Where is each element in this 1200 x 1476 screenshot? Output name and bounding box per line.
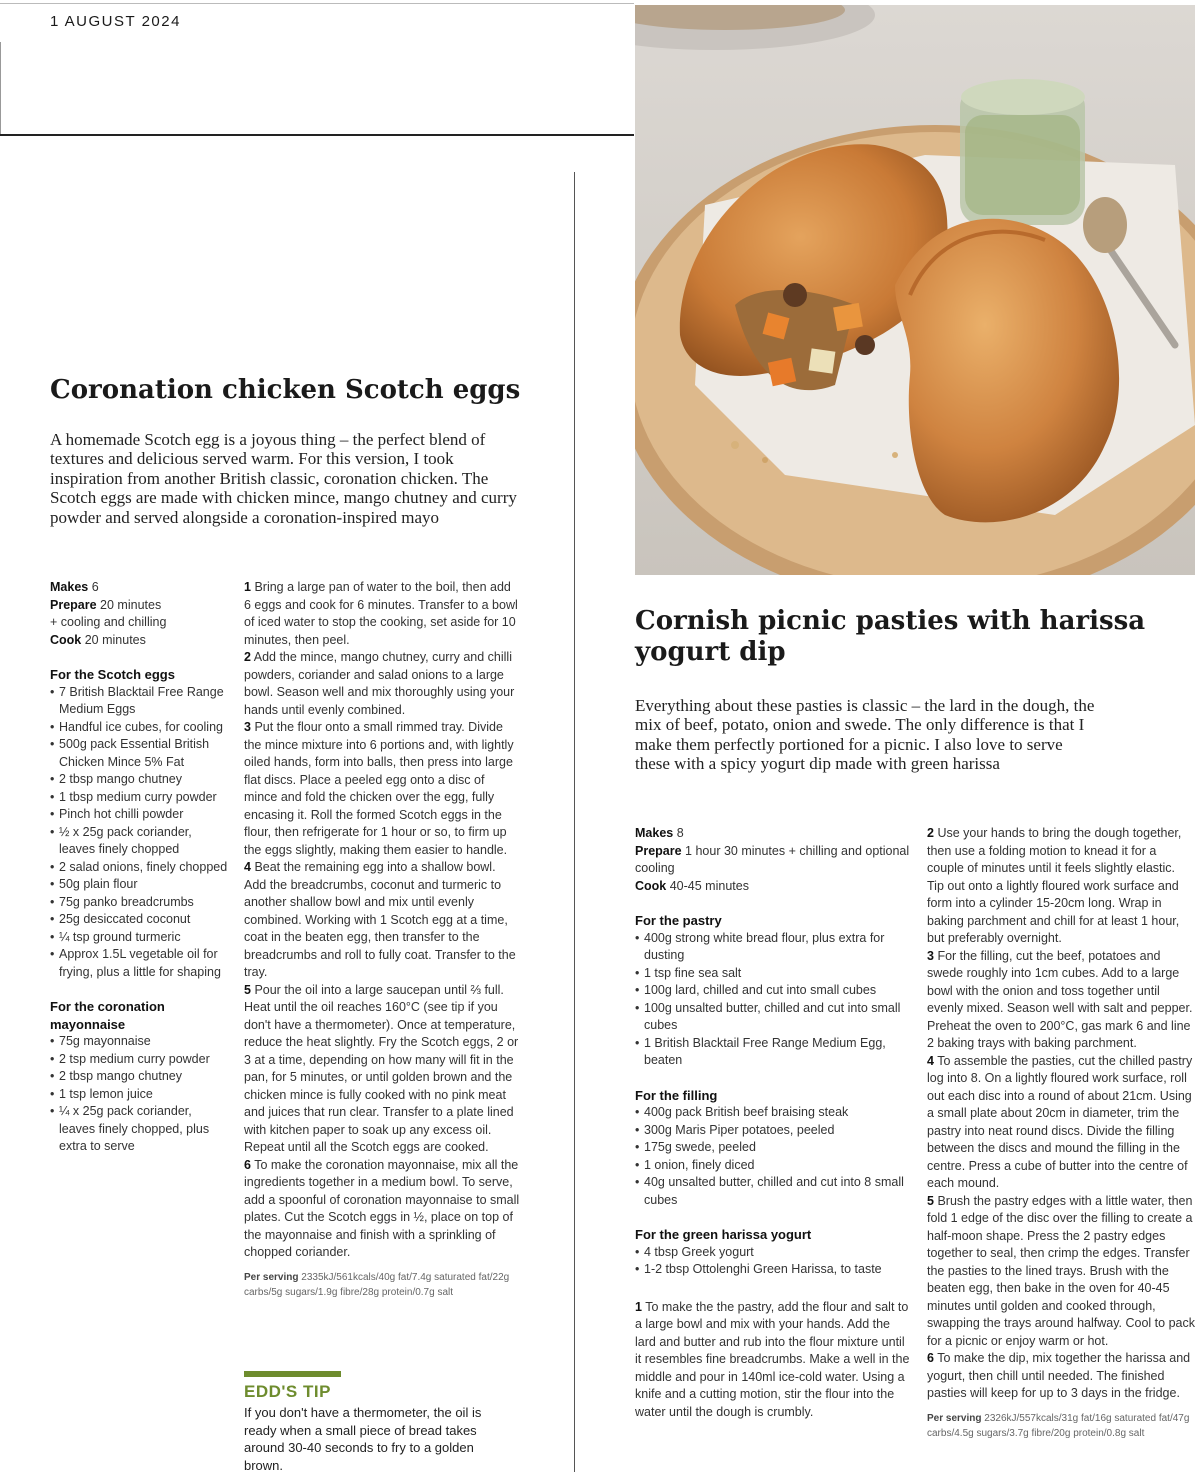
ingredient-item: • 1 British Blacktail Free Range Medium Egg, beaten bbox=[635, 1035, 913, 1070]
ingredient-group-heading: For the coronation mayonnaise bbox=[50, 999, 165, 1032]
method-step: 4 Beat the remaining egg into a shallow bowl. Add the breadcrumbs, coconut and turmeric to another shallow bowl and mix until evenly combined. Working with 1 Scotch egg at a time, coat in the beaten egg, then transfer to the breadcrumbs and roll to fully coat. Transfer to the tray. bbox=[244, 860, 516, 979]
method-step: 6 To make the dip, mix together the harissa and yogurt, then chill until needed. The finished pasties will keep for up to 3 days in the fridge. bbox=[927, 1351, 1191, 1400]
ingredient-item: • 500g pack Essential British Chicken Mince 5% Fat bbox=[50, 736, 230, 771]
ingredient-list bbox=[50, 1033, 230, 1156]
ingredient-item: • 2 tbsp mango chutney bbox=[50, 1068, 230, 1086]
method-step: 5 Pour the oil into a large saucepan until ⅔ full. Heat until the oil reaches 160°C (see tip if you don't have a thermometer). Once at temperature, reduce the heat slightly. Fry the Scotch eggs, 2 or 3 at a time, depending on how many will fit in the pan, for 5 minutes, or until golden brown and the chicken mince is fully cooked with no pink meat and juices that run clear. Transfer to a plate lined with kitchen paper to soak up any excess oil. Repeat until all the Scotch eggs are cooked. bbox=[244, 982, 519, 1154]
top-rule bbox=[0, 3, 634, 4]
ingredient-item: • Handful ice cubes, for cooling bbox=[50, 719, 230, 737]
ingredient-item: • 1 tsp fine sea salt bbox=[635, 965, 913, 983]
recipe1-makes: Makes 6 bbox=[50, 580, 99, 594]
ingredient-item: • Approx 1.5L vegetable oil for frying, plus a little for shaping bbox=[50, 946, 230, 981]
column-divider bbox=[574, 172, 575, 1472]
ingredient-item: • 75g mayonnaise bbox=[50, 1033, 230, 1051]
tip-heading: EDD'S TIP bbox=[244, 1382, 331, 1401]
ingredient-item: • ½ x 25g pack coriander, leaves finely chopped bbox=[50, 824, 230, 859]
ingredient-item: • 4 tbsp Greek yogurt bbox=[635, 1244, 913, 1262]
ingredient-group-heading: For the green harissa yogurt bbox=[635, 1227, 812, 1242]
ingredient-group-heading: For the Scotch eggs bbox=[50, 667, 175, 682]
recipe2-cook: Cook 40-45 minutes bbox=[635, 878, 749, 893]
ingredient-item: • 400g pack British beef braising steak bbox=[635, 1104, 913, 1122]
ingredient-item: • 100g lard, chilled and cut into small cubes bbox=[635, 982, 913, 1000]
method-step: 2 Use your hands to bring the dough together, then use a folding motion to knead it for a couple of minutes until it feels slightly elastic. Tip out onto a lightly floured work surface and form into a cylinder 15-20cm long. Wrap in baking parchment and chill for at least 1 hour, but preferably overnight. bbox=[927, 826, 1182, 945]
recipe1-nutrition: Per serving 2335kJ/561kcals/40g fat/7.4g saturated fat/22g carbs/5g sugars/1.9g fibre/28g protein/0.7g salt bbox=[244, 1271, 510, 1298]
ingredient-list bbox=[635, 930, 913, 1070]
ingredient-item: • 1 onion, finely diced bbox=[635, 1157, 913, 1175]
ingredient-item: • 75g panko breadcrumbs bbox=[50, 894, 230, 912]
recipe2-makes: Makes 8 bbox=[635, 826, 684, 840]
ingredient-item: • 50g plain flour bbox=[50, 876, 230, 894]
ingredient-item: • 2 tsp medium curry powder bbox=[50, 1051, 230, 1069]
recipe1-prepare: Prepare 20 minutes bbox=[50, 597, 162, 612]
ingredient-item: • 300g Maris Piper potatoes, peeled bbox=[635, 1122, 913, 1140]
method-step: 1 To make the the pastry, add the flour and salt to a large bowl and mix with your hands. Add the lard and butter and rub into the flour mixture until it resembles fine breadcrumbs. Make a well in the middle and pour in 140ml ice-cold water. Using a knife and a cutting motion, stir the flour into the water until the dough is crumbly. bbox=[635, 1299, 910, 1419]
ingredient-item: • ¼ x 25g pack coriander, leaves finely chopped, plus extra to serve bbox=[50, 1103, 230, 1156]
method-step: 4 To assemble the pasties, cut the chilled pastry log into 8. On a lightly floured work surface, roll out each disc into a round of about 21cm. Using a small plate about 20cm in diameter, trim the pastry into neat round discs. Divide the filling between the discs and mound the filling in the centre. Press a cube of butter into the centre of each mound. bbox=[927, 1053, 1193, 1190]
recipe1-intro: A homemade Scotch egg is a joyous thing – the perfect blend of textures and delicious served warm. For this version, I took inspiration from another British classic, coronation chicken. The Scotch eggs are made with chicken mince, mango chutney and curry powder and served alongside a coronation-inspired mayo bbox=[50, 430, 517, 527]
ingredient-item: • 1 tbsp medium curry powder bbox=[50, 789, 230, 807]
recipe2-prepare: Prepare 1 hour 30 minutes + chilling and optional cooling bbox=[635, 843, 910, 875]
recipe1-cook: Cook 20 minutes bbox=[50, 632, 146, 647]
recipe1-title: Coronation chicken Scotch eggs bbox=[50, 375, 521, 405]
recipe2-ingredients bbox=[635, 825, 913, 1421]
issue-date: 1 AUGUST 2024 bbox=[50, 13, 181, 30]
header-rule bbox=[0, 134, 634, 136]
method-step: 3 Put the flour onto a small rimmed tray. Divide the mince mixture into 6 portions and, with lightly oiled hands, form into balls, then press into large flat discs. Place a peeled egg onto a disc of mince and fold the chicken over the egg, fully encasing it. Roll the formed Scotch eggs in the flour, then refrigerate for 1 hour or so, to firm up the eggs slightly, making them easier to handle. bbox=[244, 720, 514, 857]
ingredient-item: • 100g unsalted butter, chilled and cut into small cubes bbox=[635, 1000, 913, 1035]
recipe1-prepare-extra: + cooling and chilling bbox=[50, 615, 167, 629]
ingredient-item: • 175g swede, peeled bbox=[635, 1139, 913, 1157]
recipe1-ingredients bbox=[50, 579, 230, 1156]
ingredient-item: • 2 tbsp mango chutney bbox=[50, 771, 230, 789]
ingredient-group-heading: For the filling bbox=[635, 1087, 718, 1103]
method-step: 5 Brush the pastry edges with a little water, then fold 1 edge of the disc over the filling to create a half-moon shape. Press the 2 pastry edges together to seal, then crimp the edges. Transfer the pasties to the lined trays. Brush with the beaten egg, then bake in the oven for 40-45 minutes until golden and cooked through, swapping the trays around halfway. Cool to pack for a picnic or enjoy warm or hot. bbox=[927, 1193, 1195, 1348]
ingredient-item: • 7 British Blacktail Free Range Medium Eggs bbox=[50, 684, 230, 719]
tip-text: If you don't have a thermometer, the oil is ready when a small piece of bread takes around 30-40 seconds to fry to a golden brown. bbox=[244, 1405, 482, 1473]
method-step: 6 To make the coronation mayonnaise, mix all the ingredients together in a medium bowl. To serve, add a spoonful of coronation mayonnaise to small plates. Cut the Scotch eggs in ½, place on top of the mayonnaise and finish with a sprinkling of chopped coriander. bbox=[244, 1157, 520, 1259]
ingredient-item: • 1 tsp lemon juice bbox=[50, 1086, 230, 1104]
recipe1-method bbox=[244, 579, 520, 1300]
ingredient-list bbox=[50, 684, 230, 982]
header-divider bbox=[0, 42, 1, 134]
ingredient-group-heading: For the pastry bbox=[635, 913, 722, 928]
ingredient-list bbox=[635, 1244, 913, 1279]
ingredient-item: • ¼ tsp ground turmeric bbox=[50, 929, 230, 947]
pasties-photo bbox=[635, 5, 1195, 575]
method-step: 2 Add the mince, mango chutney, curry and chilli powders, coriander and salad onions to a large bowl. Season well and mix thoroughly using your hands until evenly combined. bbox=[244, 650, 515, 717]
ingredient-item: • 25g desiccated coconut bbox=[50, 911, 230, 929]
ingredient-item: • 1-2 tbsp Ottolenghi Green Harissa, to taste bbox=[635, 1261, 913, 1279]
ingredient-item: • 2 salad onions, finely chopped bbox=[50, 859, 230, 877]
method-step: 3 For the filling, cut the beef, potatoes and swede roughly into 1cm cubes. Add to a large bowl with the onion and toss together until evenly mixed. Season well with salt and pepper. Preheat the oven to 200°C, gas mark 6 and line 2 baking trays with baking parchment. bbox=[927, 948, 1193, 1050]
recipe2-intro: Everything about these pasties is classic – the lard in the dough, the mix of beef, potato, onion and swede. The only difference is that I make them perfectly portioned for a picnic. I also love to serve these with a spicy yogurt dip made with green harissa bbox=[635, 696, 1095, 774]
method-step: 1 Bring a large pan of water to the boil, then add 6 eggs and cook for 6 minutes. Transfer to a bowl of iced water to stop the cooking, set aside for 10 minutes, then peel. bbox=[244, 580, 518, 647]
tip-accent-bar bbox=[244, 1371, 341, 1377]
recipe2-title: Cornish picnic pasties with harissa yogurt dip bbox=[635, 606, 1146, 667]
ingredient-item: • Pinch hot chilli powder bbox=[50, 806, 230, 824]
ingredient-list bbox=[635, 1104, 913, 1209]
recipe2-nutrition: Per serving 2326kJ/557kcals/31g fat/16g saturated fat/47g carbs/4.5g sugars/3.7g fibre/20g protein/0.8g salt bbox=[927, 1412, 1190, 1439]
ingredient-item: • 400g strong white bread flour, plus extra for dusting bbox=[635, 930, 913, 965]
recipe2-method bbox=[927, 825, 1195, 1441]
pasties-illustration bbox=[635, 5, 1195, 575]
ingredient-item: • 40g unsalted butter, chilled and cut into 8 small cubes bbox=[635, 1174, 913, 1209]
